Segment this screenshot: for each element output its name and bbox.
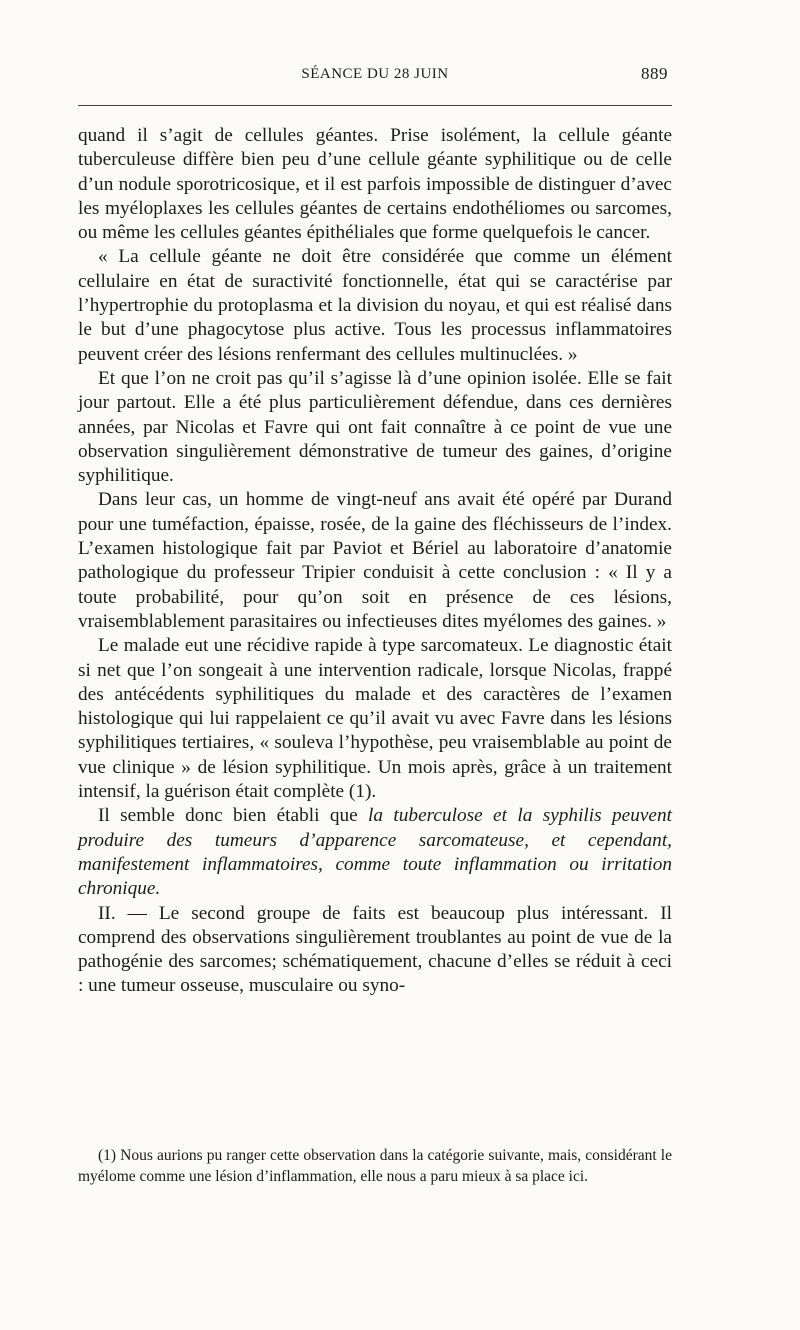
- body-text: [78, 124, 672, 999]
- paragraph-3: Et que l’on ne croit pas qu’il s’agisse là d’une opinion isolée. Elle se fait jour partout. Elle a été plus particulièrement défendue, dans ces dernières années, par Nicolas et Favre qui ont fait connaître à ce point de vue une observation singulièrement démonstrative de tumeur des gaines, d’origine syphilitique.: [78, 367, 672, 487]
- paragraph-5: Le malade eut une récidive rapide à type sarcomateux. Le diagnostic était si net que l’on songeait à une intervention radicale, lorsque Nicolas, frappé des antécédents syphilitiques du malade et des caractères de l’examen histologique qui lui rappelaient ce qu’il avait vu avec Favre dans les lésions syphilitiques tertiaires, « souleva l’hypothèse, peu vraisemblable au point de vue clinique » de lésion syphilitique. Un mois après, grâce à un traitement intensif, la guérison était complète (1).: [78, 635, 672, 803]
- footnote: [78, 1145, 672, 1187]
- paragraph-7: II. — Le second groupe de faits est beaucoup plus intéressant. Il comprend des observations singulièrement troublantes au point de vue de la pathogénie des sarcomes; schématiquement, chacune d’elles se réduit à ceci : une tumeur osseuse, musculaire ou syno-: [78, 902, 672, 997]
- header-title: SÉANCE DU 28 JUIN: [301, 66, 449, 82]
- paragraph-6-italic: la tuberculose et la syphilis peuvent produire des tumeurs d’apparence sarcomateuse, et cependant, manifestement inflammatoires, comme toute inflammation ou irritation chronique.: [78, 805, 672, 900]
- paragraph-6-lead: Il semble donc bien établi que: [98, 805, 369, 827]
- paragraph-2: « La cellule géante ne doit être considérée que comme un élément cellulaire en état de suractivité fonctionnelle, état qui se caractérise par l’hypertrophie du protoplasma et la division du noyau, et qui est réalisé dans le but d’une phagocytose plus active. Tous les processus inflammatoires peuvent créer des lésions renfermant des cellules multinuclées. »: [78, 246, 672, 365]
- header-rule: [78, 105, 672, 106]
- page-number: 889: [641, 64, 668, 83]
- paragraph-1: quand il s’agit de cellules géantes. Prise isolément, la cellule géante tuberculeuse diffère bien peu d’une cellule géante syphilitique ou de celle d’un nodule sporotricosique, et il est parfois impossible de distinguer d’avec les myéloplaxes les cellules géantes de certains endothéliomes ou sarcomes, ou même les cellules géantes épithéliales que forme quelquefois le cancer.: [78, 125, 672, 244]
- paragraph-4: Dans leur cas, un homme de vingt-neuf ans avait été opéré par Durand pour une tuméfaction, épaisse, rosée, de la gaine des fléchisseurs de l’index. L’examen histologique fait par Paviot et Bériel au laboratoire d’anatomie pathologique du professeur Tripier conduisit à cette conclusion : « Il y a toute probabilité, pour qu’on soit en présence de ces lésions, vraisemblablement parasitaires ou infectieuses dites myélomes des gaines. »: [78, 489, 672, 632]
- paragraph-6: [78, 804, 672, 901]
- footnote-text: (1) Nous aurions pu ranger cette observation dans la catégorie suivante, mais, considérant le myélome comme une lésion d’inflammation, elle nous a paru mieux à sa place ici.: [78, 1147, 672, 1185]
